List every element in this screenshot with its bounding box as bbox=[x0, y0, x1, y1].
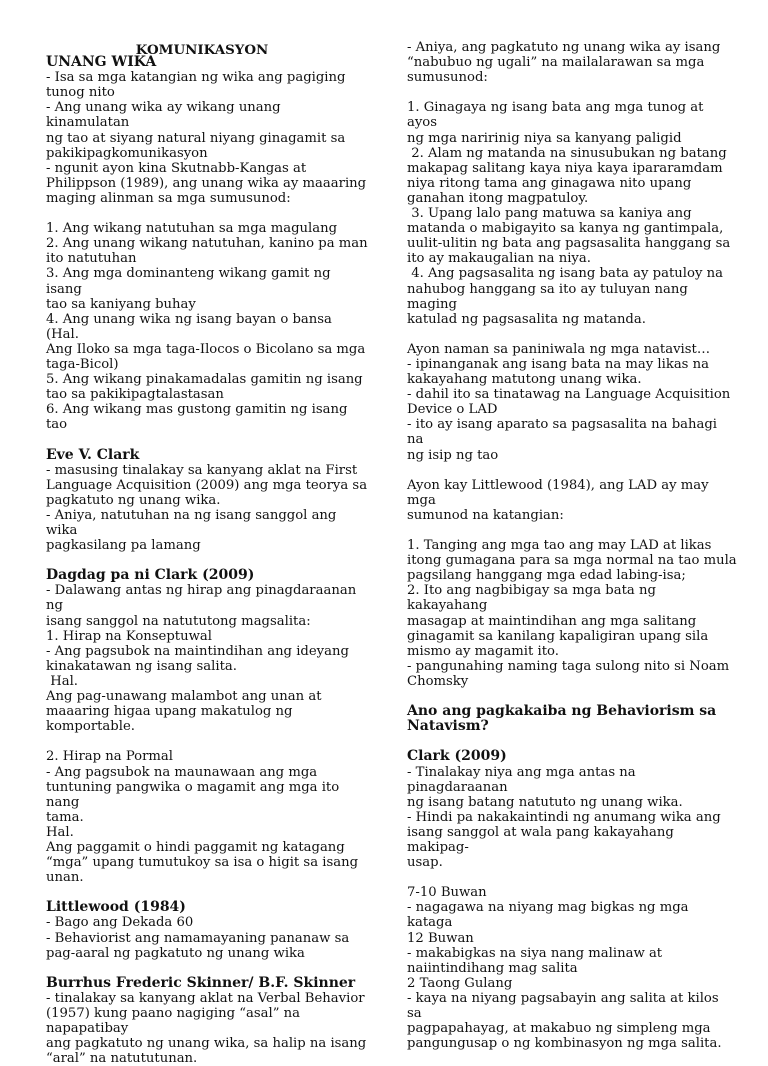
list-item: 2. Ang unang wikang natutuhan, kanino pa man ito natutuhan bbox=[46, 236, 368, 267]
heading-unang-wika: UNANG WIKA bbox=[46, 54, 157, 71]
list-item: 5. Ang wikang pinakamadalas gamitin ng isang tao sa pakikipagtalastasan bbox=[46, 372, 363, 403]
stage-description: - nagagawa na niyang mag bigkas ng mga kataga bbox=[407, 900, 693, 931]
paragraph: - masusing tinalakay sa kanyang aklat na First Language Acquisition (2009) ang mga teorya sa pagkatuto ng unang wika. bbox=[46, 462, 368, 508]
paragraph: Ayon kay Littlewood (1984), ang LAD ay may mga sumunod na katangian: bbox=[407, 477, 709, 523]
heading-clark-2009: Clark (2009) bbox=[407, 748, 507, 765]
paragraph: Ayon naman sa paniniwala ng mga natavist… bbox=[407, 341, 711, 357]
paragraph: - Ang pagsubok na maintindihan ang ideyang kinakatawan ng isang salita. bbox=[46, 643, 349, 674]
stage-description: - makabigkas na siya nang malinaw at naiintindihang mag salita bbox=[407, 945, 663, 976]
paragraph: - Aniya, ang pagkatuto ng unang wika ay isang “nabubuo ng ugali” na mailalarawan sa mga sumusunod: bbox=[407, 40, 721, 86]
paragraph: - Hindi pa nakakaintindi ng anumang wika ang isang sanggol at wala pang kakayahang makipag- usap. bbox=[407, 809, 721, 871]
paragraph: Ang pag-unawang malambot ang unan at maaaring higaa upang makatulog ng komportable. bbox=[46, 689, 322, 735]
heading-littlewood: Littlewood (1984) bbox=[46, 899, 186, 916]
paragraph: Ang paggamit o hindi paggamit ng katagang “mga” upang tumutukoy sa isa o higit sa isang unan. bbox=[46, 839, 359, 886]
paragraph: - Tinalakay niya ang mga antas na pinagdaraanan ng isang batang natututo ng unang wika. bbox=[407, 764, 683, 810]
heading-skinner: Burrhus Frederic Skinner/ B.F. Skinner bbox=[46, 974, 356, 991]
stage-description: - kaya na niyang pagsabayin ang salita at kilos sa pagpapahayag, at makabuo ng simpleng mga pangungusap o ng kombinasyon ng mga salita. bbox=[407, 990, 722, 1052]
paragraph: - Dalawang antas ng hirap ang pinagdaraanan ng isang sanggol na natututong magsalita: bbox=[46, 583, 357, 629]
paragraph: - tinalakay sa kanyang aklat na Verbal Behavior (1957) kung paano nagiging “asal” na napapatibay ang pagkatuto ng unang wika, sa halip na isang “aral” na natututunan. bbox=[46, 990, 367, 1066]
stage-label: 12 Buwan bbox=[407, 930, 474, 946]
paragraph: 1. Hirap na Konseptuwal bbox=[46, 628, 212, 644]
paragraph: - Isa sa mga katangian ng wika ang pagiging tunog nito bbox=[46, 70, 346, 101]
list-item: 3. Upang lalo pang matuwa sa kaniya ang matanda o mabigayito sa kanya ng gantimpala, uulit-ulitin ng bata ang pagsasalita hanggang sa ito ay makaugalian na niya. bbox=[407, 206, 731, 267]
list-item: 4. Ang pagsasalita ng isang bata ay patuloy na nahubog hanggang sa ito ay tuluyan nang maging katulad ng pagsasalita ng matanda. bbox=[407, 266, 723, 327]
paragraph: - Ang unang wika ay wikang unang kinamulatan ng tao at siyang natural niyang ginagamit sa pakikipagkomunikasyon bbox=[46, 100, 346, 161]
paragraph: 2. Ito ang nagbibigay sa mga bata ng kakayahang masagap at maintindihan ang mga salitang ginagamit sa kanilang kapaligiran upang sila mismo ay magamit ito. bbox=[407, 583, 709, 659]
list-item: 2. Alam ng matanda na sinusubukan ng batang makapag salitang kaya niya kaya ipararamdam niya ritong tama ang ginagawa nito upang ganahan itong magpatuloy. bbox=[407, 145, 727, 206]
paragraph: 1. Tanging ang mga tao ang may LAD at likas itong gumagana para sa mga normal na tao mula pagsilang hanggang mga edad labing-isa; bbox=[407, 538, 737, 584]
stage-label: 2 Taong Gulang bbox=[407, 975, 513, 991]
paragraph: - Aniya, natutuhan na ng isang sanggol ang wika pagkasilang pa lamang bbox=[46, 507, 337, 554]
list-item: 4. Ang unang wika ng isang bayan o bansa (Hal. Ang Iloko sa mga taga-Ilocos o Bicolano sa mga taga-Bicol) bbox=[46, 311, 366, 372]
paragraph: Hal. bbox=[46, 824, 74, 840]
paragraph: Hal. bbox=[46, 673, 78, 689]
list-item: 1. Ang wikang natutuhan sa mga magulang bbox=[46, 221, 338, 237]
paragraph: - Behaviorist ang namamayaning pananaw sa pag-aaral ng pagkatuto ng unang wika bbox=[46, 930, 350, 961]
stage-label: 7-10 Buwan bbox=[407, 885, 487, 901]
paragraph: - pangunahing naming taga sulong nito si Noam Chomsky bbox=[407, 658, 730, 689]
paragraph: 2. Hirap na Pormal bbox=[46, 749, 174, 765]
paragraph: - ngunit ayon kina Skutnabb-Kangas at Philippson (1989), ang unang wika ay maaaring maging alinman sa mga sumusunod: bbox=[46, 160, 367, 206]
list-item: 3. Ang mga dominanteng wikang gamit ng isang tao sa kaniyang buhay bbox=[46, 266, 331, 312]
paragraph: - Ang pagsubok na maunawaan ang mga tuntuning pangwika o magamit ang mga ito nang tama. bbox=[46, 764, 340, 825]
paragraph: - Bago ang Dekada 60 bbox=[46, 915, 194, 931]
document-title: KOMUNIKASYON bbox=[135, 42, 269, 58]
list-item: 1. Ginagaya ng isang bata ang mga tunog at ayos ng mga naririnig niya sa kanyang paligid bbox=[407, 100, 704, 146]
right-column bbox=[407, 40, 737, 1051]
paragraph: - ipinanganak ang isang bata na may likas na kakayahang matutong unang wika. bbox=[407, 356, 709, 388]
paragraph: - dahil ito sa tinatawag na Language Acquisition Device o LAD bbox=[407, 387, 731, 418]
heading-eve-clark: Eve V. Clark bbox=[46, 446, 140, 463]
heading-behaviorism-natavism: Ano ang pagkakaiba ng Behaviorism sa Natavism? bbox=[407, 703, 717, 735]
heading-dagdag-clark: Dagdag pa ni Clark (2009) bbox=[46, 567, 255, 584]
list-item: 6. Ang wikang mas gustong gamitin ng isang tao bbox=[46, 402, 352, 433]
paragraph: - ito ay isang aparato sa pagsasalita na bahagi na ng isip ng tao bbox=[407, 417, 718, 463]
left-column bbox=[46, 40, 368, 1066]
